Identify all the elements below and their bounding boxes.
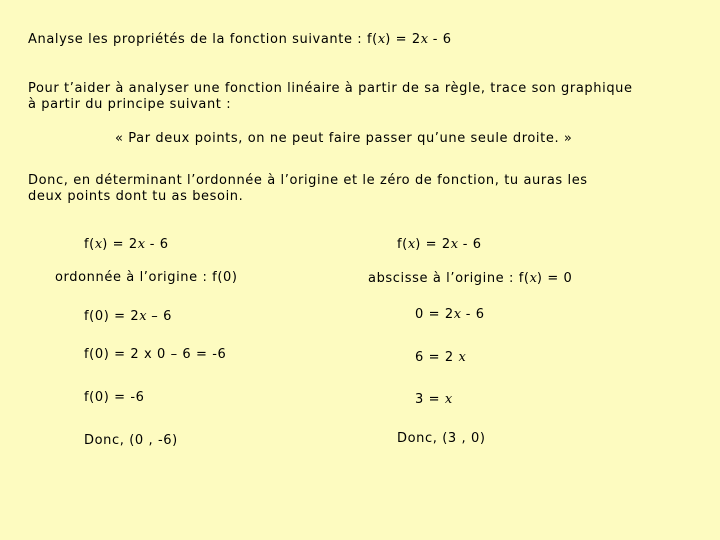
- right-function-var: x: [407, 237, 416, 252]
- right-step-2-var: x: [458, 350, 466, 365]
- right-heading: [368, 271, 572, 287]
- left-step-1-prefix: f(0) = 2: [84, 309, 140, 324]
- conclusion-paragraph: [28, 173, 708, 205]
- left-heading: ordonnée à l’origine : f(0): [55, 270, 238, 285]
- title-mid: ) = 2: [385, 32, 421, 47]
- right-result: Donc, (3 , 0): [397, 431, 486, 446]
- right-step-3: [415, 392, 452, 408]
- intro-line-2: à partir du principe suivant :: [28, 97, 232, 112]
- left-function-suffix: - 6: [145, 237, 169, 252]
- title-suffix: - 6: [428, 32, 452, 47]
- right-function-suffix: - 6: [458, 237, 482, 252]
- right-step-2: [415, 350, 466, 366]
- right-heading-prefix: abscisse à l’origine : f(: [368, 271, 530, 286]
- right-step-1: [415, 307, 485, 323]
- intro-paragraph: [28, 81, 708, 113]
- left-function-var2: x: [137, 237, 146, 252]
- left-function-var: x: [94, 237, 103, 252]
- right-step-1-suffix: - 6: [461, 307, 485, 322]
- left-step-1: [84, 309, 172, 325]
- left-function-prefix: f(: [84, 237, 95, 252]
- left-function-mid: ) = 2: [102, 237, 138, 252]
- right-function: [397, 237, 482, 253]
- left-result: Donc, (0 , -6): [84, 433, 178, 448]
- right-step-1-var: x: [453, 307, 462, 322]
- left-step-1-suffix: – 6: [146, 309, 173, 324]
- left-step-2: f(0) = 2 x 0 – 6 = -6: [84, 347, 227, 362]
- right-step-1-prefix: 0 = 2: [415, 307, 454, 322]
- right-function-mid: ) = 2: [415, 237, 451, 252]
- right-function-prefix: f(: [397, 237, 408, 252]
- intro-line-1: Pour t’aider à analyser une fonction linéaire à partir de sa règle, trace son graphique: [28, 81, 633, 96]
- left-function: [84, 237, 169, 253]
- title-var2: x: [420, 32, 429, 47]
- right-function-var2: x: [450, 237, 459, 252]
- left-step-1-var: x: [139, 309, 147, 324]
- title-var: x: [377, 32, 386, 47]
- right-step-2-prefix: 6 = 2: [415, 350, 459, 365]
- right-heading-var: x: [529, 271, 537, 286]
- title-prefix: Analyse les propriétés de la fonction suivante : f(: [28, 32, 378, 47]
- conclusion-line-2: deux points dont tu as besoin.: [28, 189, 244, 204]
- right-step-3-prefix: 3 =: [415, 392, 445, 407]
- conclusion-line-1: Donc, en déterminant l’ordonnée à l’origine et le zéro de fonction, tu auras les: [28, 173, 588, 188]
- right-heading-suffix: ) = 0: [536, 271, 573, 286]
- principle-quote: « Par deux points, on ne peut faire passer qu’une seule droite. »: [115, 131, 573, 146]
- page-title: [28, 32, 452, 48]
- right-step-3-var: x: [444, 392, 453, 407]
- left-step-3: f(0) = -6: [84, 390, 145, 405]
